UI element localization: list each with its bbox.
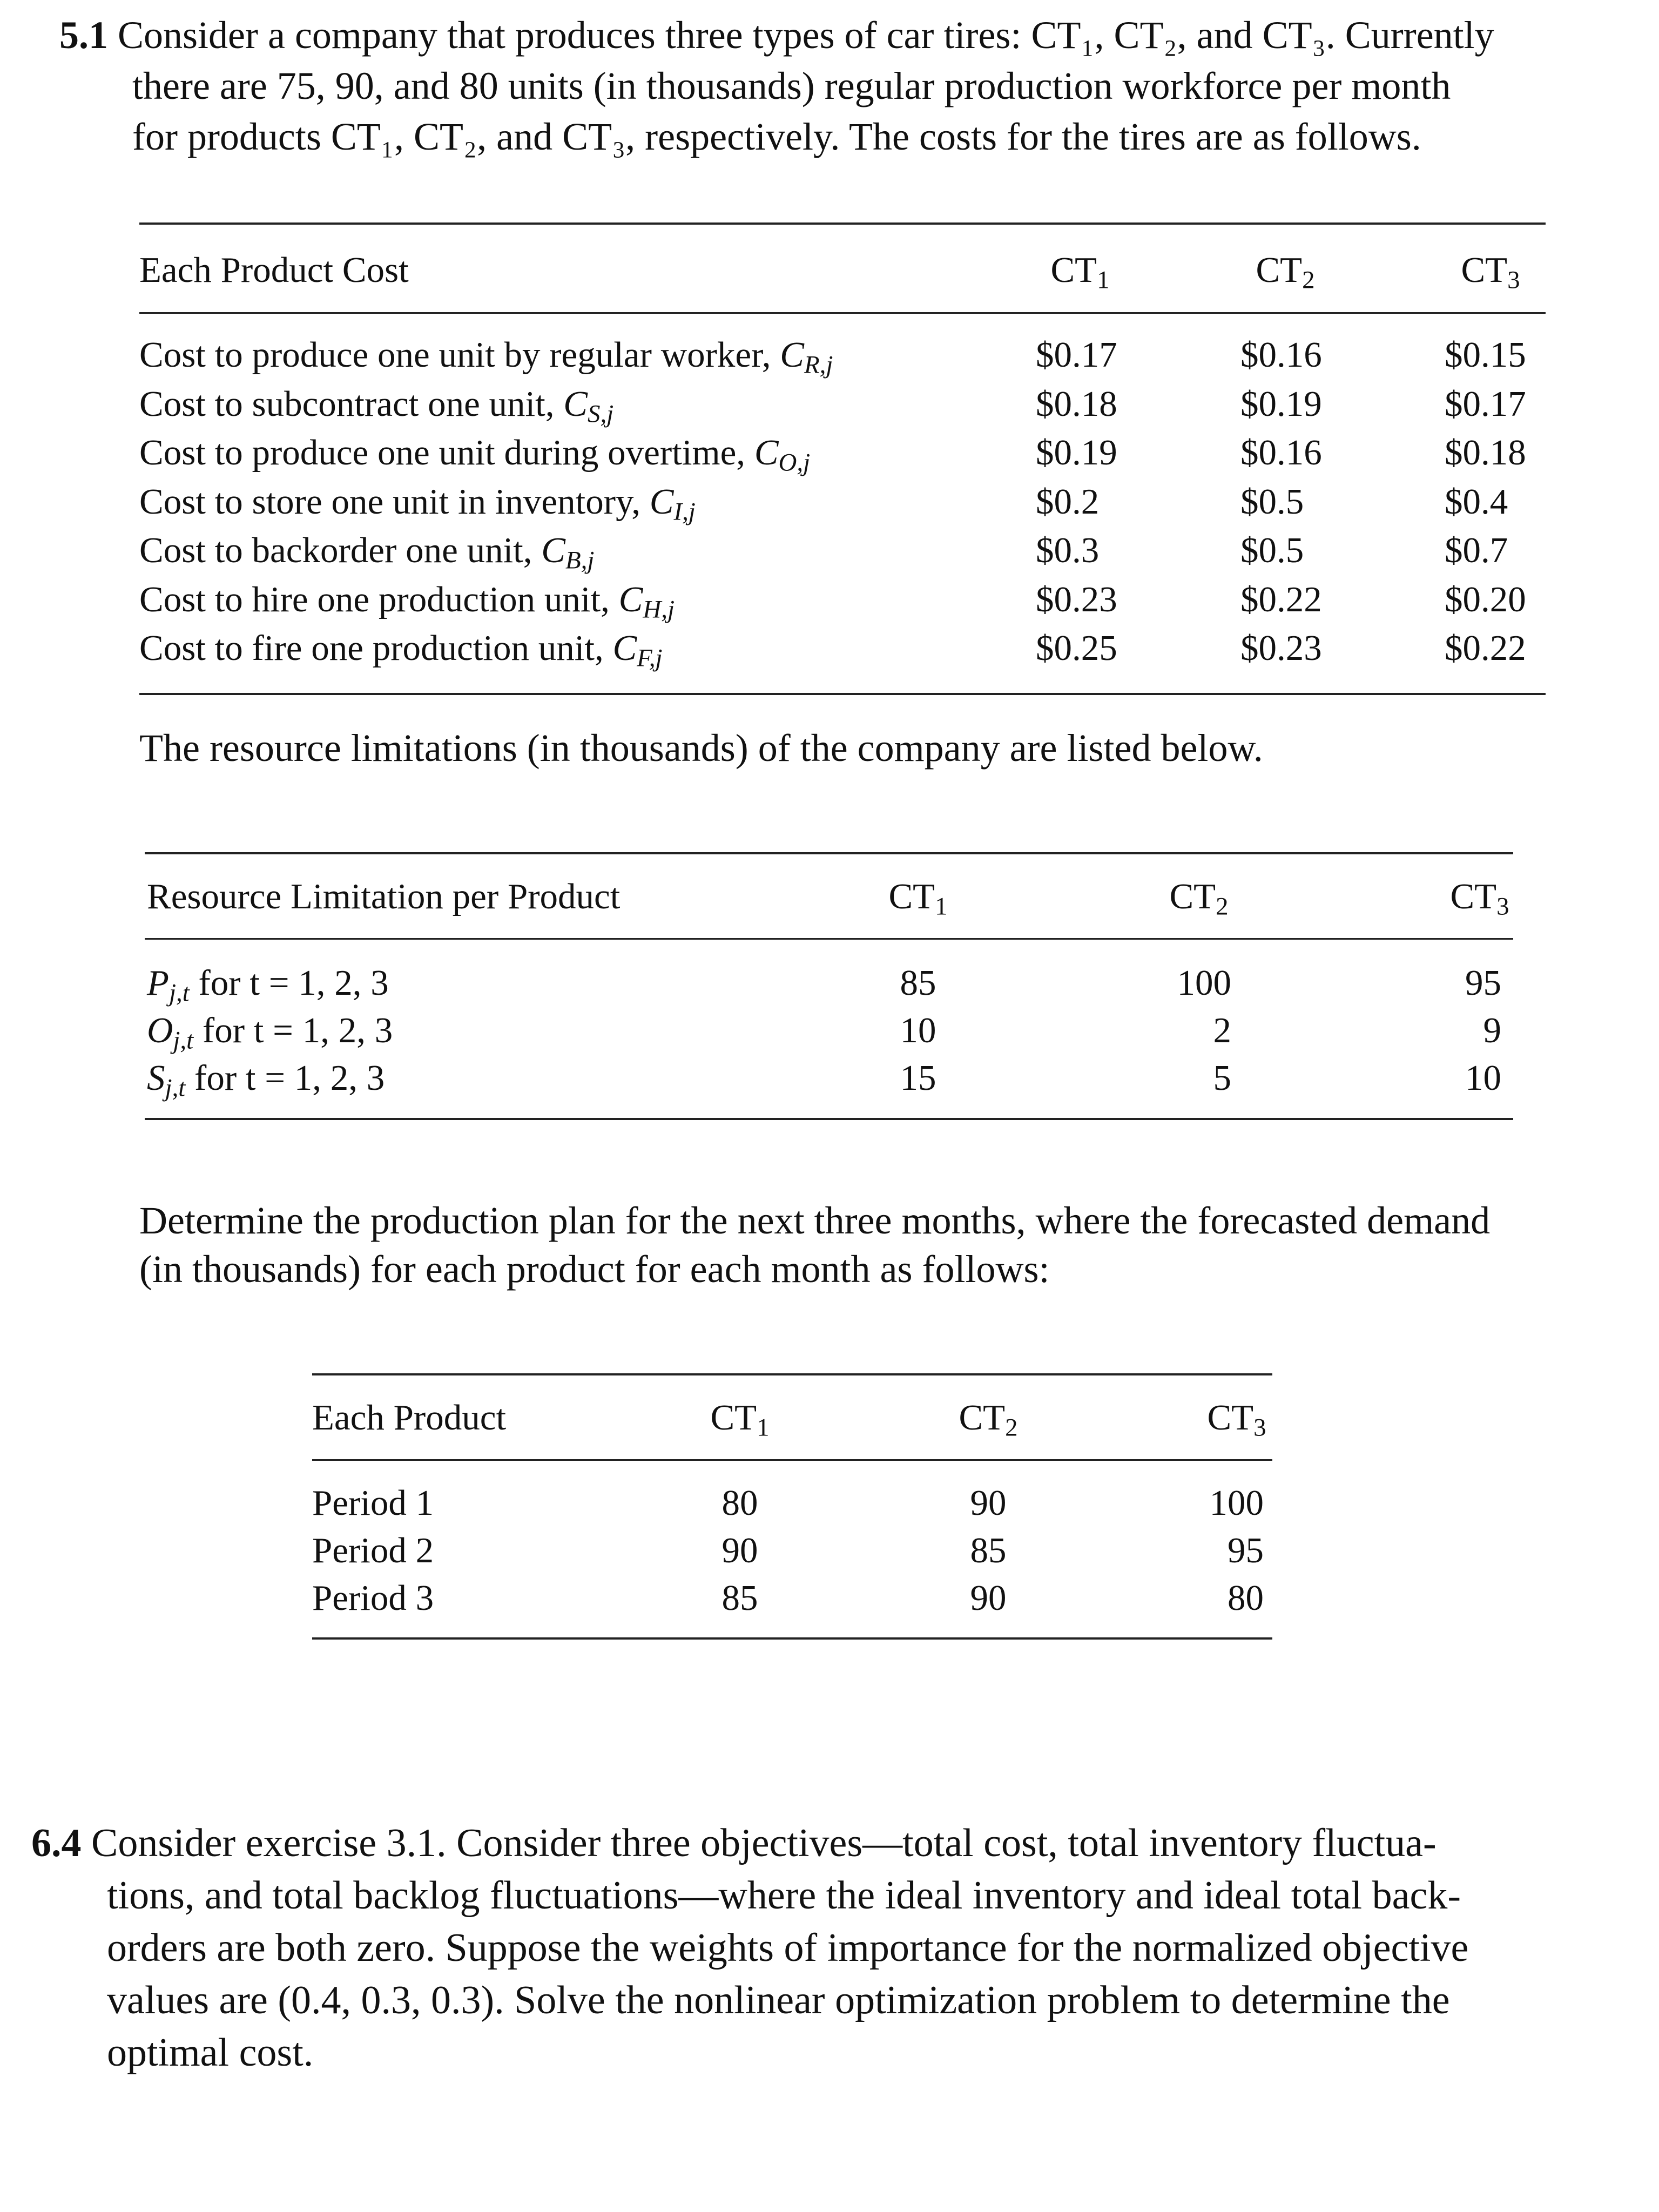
cost-table-header-ct1: $CT_1$ <box>1050 250 1110 294</box>
resource-value-ct2: 2 <box>1213 1010 1231 1050</box>
problem-6-4: 6.4 Consider exercise 3.1. Consider three objectives—total cost, total inventory fluctua- tions, and total backlog fluctuations—where the ideal inventory and ideal total back- orders are both zero. Suppose the weights of importance for the normalized objective values are (0.4, 0.3, 0.3). Solve the nonlinear optimization problem to determine the optimal cost. <box>31 1817 1468 2079</box>
resource-row-subscript: j,t <box>173 1026 194 1055</box>
demand-row-label: Period 2 <box>312 1530 434 1570</box>
cost-value-ct1: $0.25 <box>1036 628 1117 668</box>
demand-table-header-rule <box>312 1459 1272 1461</box>
resource-table-header-ct3: $CT_3$ <box>1450 876 1509 921</box>
cost-row-symbol: C <box>612 628 637 668</box>
cost-row-label <box>139 477 696 526</box>
cost-row-label <box>139 526 594 575</box>
cost-row-subscript: F,j <box>637 644 663 672</box>
demand-table-header-label: Each Product <box>312 1398 507 1438</box>
cost-row-label-text: Cost to produce one unit by regular worker, <box>139 335 780 375</box>
cost-row-label-text: Cost to produce one unit during overtime, <box>139 433 754 473</box>
demand-row-label: Period 3 <box>312 1578 434 1618</box>
resource-intro: The resource limitations (in thousands) of the company are listed below. <box>139 726 1263 770</box>
resource-row-symbol: P <box>147 963 169 1003</box>
cost-row-label <box>139 380 613 428</box>
cost-value-ct1: $0.17 <box>1036 335 1117 375</box>
cost-value-ct1: $0.19 <box>1036 433 1117 473</box>
cost-table-header-label: Each Product Cost <box>139 250 409 290</box>
resource-value-ct3: 95 <box>1465 963 1501 1003</box>
cost-row-subscript: I,j <box>673 497 696 526</box>
resource-row-suffix: for t = 1, 2, 3 <box>185 1058 385 1098</box>
demand-row-label: Period 1 <box>312 1483 434 1523</box>
problem-5-1-line-2: there are 75, 90, and 80 units (in thousands) regular production workforce per month <box>132 64 1451 107</box>
ct-subscript: 1 <box>1097 266 1110 294</box>
ct-subscript: 3 <box>1507 266 1520 294</box>
demand-value-ct2: 90 <box>970 1578 1007 1618</box>
cost-table-header-ct3: $CT_3$ <box>1461 250 1520 294</box>
cost-row-label-text: Cost to hire one production unit, <box>139 579 619 619</box>
cost-row-subscript: B,j <box>565 546 595 575</box>
cost-value-ct3: $0.15 <box>1445 335 1526 375</box>
cost-row-label-text: Cost to subcontract one unit, <box>139 384 564 424</box>
cost-row-subscript: O,j <box>778 448 811 477</box>
problem-5-1-line-1: 5.1 Consider a company that produces three types of car tires: CT₁, CT₂, and CT₃. Currently <box>59 14 1494 57</box>
demand-value-ct3: 100 <box>1209 1483 1264 1523</box>
resource-table-header-ct2: $CT_2$ <box>1169 876 1229 921</box>
cost-row-symbol: C <box>618 579 643 619</box>
cost-table-bottom-rule <box>139 693 1546 695</box>
resource-row-suffix: for t = 1, 2, 3 <box>189 963 389 1003</box>
problem-number: 6.4 <box>31 1821 82 1865</box>
demand-intro: Determine the production plan for the next three months, where the forecasted demand (in thousands) for each product for each month as follows: <box>139 1199 1491 1291</box>
resource-table-top-rule <box>145 852 1513 854</box>
resource-value-ct3: 10 <box>1465 1058 1501 1098</box>
cost-value-ct2: $0.16 <box>1240 335 1322 375</box>
cost-value-ct3: $0.22 <box>1445 628 1526 668</box>
resource-row-label <box>147 1054 385 1102</box>
resource-row-label <box>147 1006 393 1055</box>
resource-value-ct1: 85 <box>900 963 936 1003</box>
resource-row-subscript: j,t <box>168 979 190 1007</box>
cost-value-ct3: $0.20 <box>1445 579 1526 619</box>
cost-value-ct3: $0.17 <box>1445 384 1526 424</box>
cost-value-ct3: $0.7 <box>1445 530 1508 570</box>
cost-value-ct3: $0.18 <box>1445 433 1526 473</box>
resource-table-header-label: Resource Limitation per Product <box>147 876 621 916</box>
cost-table-header-ct2: $CT_2$ <box>1256 250 1315 294</box>
resource-row-subscript: j,t <box>165 1074 186 1102</box>
demand-value-ct1: 80 <box>721 1483 758 1523</box>
cost-row-label <box>139 624 663 672</box>
demand-value-ct1: 85 <box>721 1578 758 1618</box>
demand-value-ct1: 90 <box>721 1530 758 1570</box>
ct-subscript: 3 <box>1496 892 1509 921</box>
demand-value-ct2: 90 <box>970 1483 1007 1523</box>
resource-value-ct3: 9 <box>1483 1010 1501 1050</box>
cost-value-ct1: $0.23 <box>1036 579 1117 619</box>
resource-row-symbol: O <box>147 1010 173 1050</box>
resource-row-label <box>147 959 389 1007</box>
demand-value-ct2: 85 <box>970 1530 1007 1570</box>
resource-table-header-ct1: $CT_1$ <box>888 876 948 921</box>
cost-row-symbol: C <box>780 335 804 375</box>
cost-row-subscript: H,j <box>643 595 675 624</box>
cost-value-ct2: $0.16 <box>1240 433 1322 473</box>
cost-value-ct1: $0.3 <box>1036 530 1100 570</box>
cost-row-subscript: R,j <box>804 350 833 379</box>
cost-row-label <box>139 575 675 624</box>
demand-table-bottom-rule <box>312 1637 1272 1640</box>
demand-value-ct3: 95 <box>1228 1530 1264 1570</box>
cost-row-label-text: Cost to store one unit in inventory, <box>139 482 650 522</box>
cost-value-ct1: $0.2 <box>1036 482 1100 522</box>
problem-5-1-line-3: for products CT₁, CT₂, and CT₃, respectively. The costs for the tires are as follows. <box>132 115 1421 158</box>
cost-value-ct3: $0.4 <box>1445 482 1508 522</box>
cost-row-symbol: C <box>563 384 588 424</box>
ct-subscript: 1 <box>935 892 948 921</box>
cost-value-ct2: $0.22 <box>1240 579 1322 619</box>
cost-table-top-rule <box>139 222 1546 225</box>
ct-subscript: 2 <box>1216 892 1229 921</box>
cost-row-symbol: C <box>649 482 674 522</box>
resource-value-ct2: 5 <box>1213 1058 1231 1098</box>
cost-value-ct2: $0.5 <box>1240 482 1304 522</box>
demand-table-header-ct2: $CT_2$ <box>959 1398 1018 1442</box>
ct-subscript: 2 <box>1005 1413 1018 1442</box>
resource-value-ct1: 10 <box>900 1010 936 1050</box>
problem-6-4-line-1: 6.4 Consider exercise 3.1. Consider three objectives—total cost, total inventory fluctua- <box>31 1821 1437 1865</box>
cost-value-ct2: $0.23 <box>1240 628 1322 668</box>
resource-row-symbol: S <box>147 1058 165 1098</box>
resource-value-ct1: 15 <box>900 1058 936 1098</box>
cost-row-label <box>139 331 833 379</box>
cost-row-label <box>139 428 810 477</box>
demand-table-header-ct3: $CT_3$ <box>1207 1398 1266 1442</box>
problem-5-1 <box>59 10 1494 162</box>
demand-value-ct3: 80 <box>1228 1578 1264 1618</box>
demand-table-header-ct1: $CT_1$ <box>710 1398 770 1442</box>
resource-table-header-rule <box>145 938 1513 940</box>
demand-table-top-rule <box>312 1373 1272 1375</box>
resource-value-ct2: 100 <box>1177 963 1231 1003</box>
cost-row-label-text: Cost to backorder one unit, <box>139 530 542 570</box>
cost-row-label-text: Cost to fire one production unit, <box>139 628 613 668</box>
cost-row-symbol: C <box>754 433 779 473</box>
ct-subscript: 2 <box>1302 266 1315 294</box>
resource-row-suffix: for t = 1, 2, 3 <box>193 1010 393 1050</box>
ct-subscript: 1 <box>757 1413 770 1442</box>
cost-value-ct1: $0.18 <box>1036 384 1117 424</box>
cost-value-ct2: $0.19 <box>1240 384 1322 424</box>
problem-number: 5.1 <box>59 14 108 57</box>
cost-row-symbol: C <box>541 530 565 570</box>
cost-table-header-rule <box>139 312 1546 314</box>
ct-subscript: 3 <box>1253 1413 1266 1442</box>
resource-table-bottom-rule <box>145 1118 1513 1120</box>
cost-row-subscript: S,j <box>588 400 614 428</box>
cost-value-ct2: $0.5 <box>1240 530 1304 570</box>
